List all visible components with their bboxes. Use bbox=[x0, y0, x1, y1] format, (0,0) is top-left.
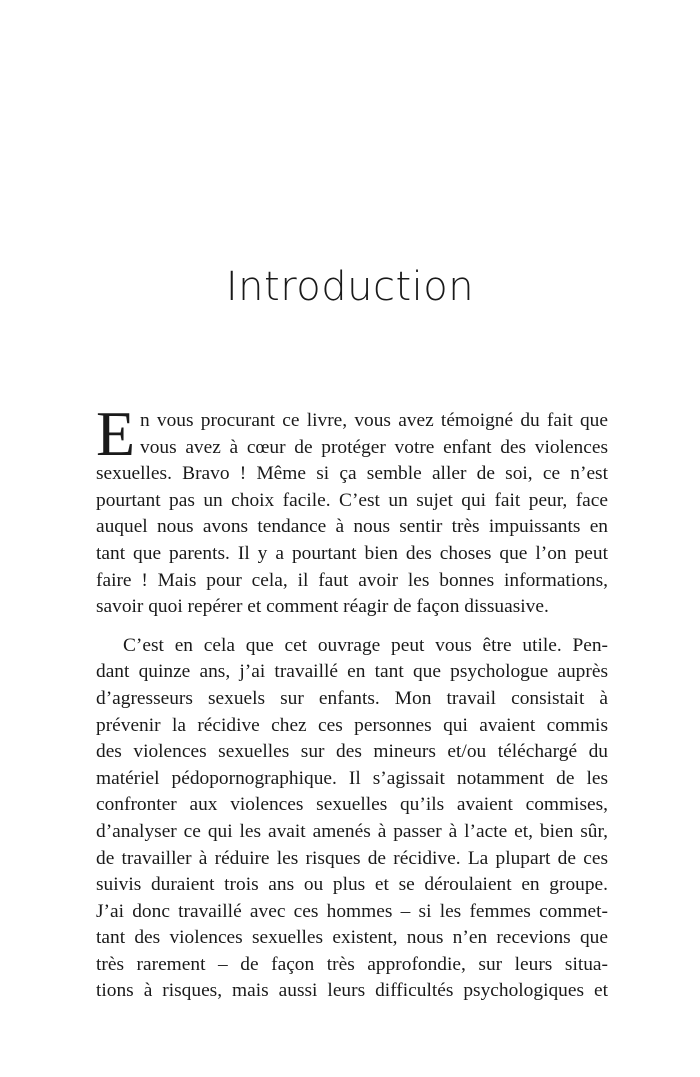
text-line: prévenir la récidive chez ces personnes qui avaient commis bbox=[96, 714, 608, 736]
text-line: pourtant pas un choix facile. C’est un sujet qui fait peur, face bbox=[96, 489, 608, 511]
text-line: vous avez à cœur de protéger votre enfant des violences bbox=[140, 436, 608, 458]
text-line: très rarement – de façon très approfondie, sur leurs situa- bbox=[96, 953, 608, 975]
text-line: matériel pédopornographique. Il s’agissait notamment de les bbox=[96, 767, 608, 789]
drop-cap: E bbox=[96, 398, 136, 469]
chapter-title: Introduction bbox=[225, 264, 475, 310]
paragraph-1 bbox=[96, 408, 608, 621]
text-line: d’agresseurs sexuels sur enfants. Mon travail consistait à bbox=[96, 687, 608, 709]
text-line: faire ! Mais pour cela, il faut avoir les bonnes informations, bbox=[96, 569, 608, 591]
text-line: n vous procurant ce livre, vous avez témoigné du fait que bbox=[140, 410, 608, 431]
body-text bbox=[96, 408, 608, 1005]
text-line: des violences sexuelles sur des mineurs et/ou téléchargé du bbox=[96, 741, 608, 763]
text-line: tions à risques, mais aussi leurs difficultés psychologiques et bbox=[96, 980, 608, 1002]
text-line: tant que parents. Il y a pourtant bien des choses que l’on peut bbox=[96, 542, 608, 564]
text-line: d’analyser ce qui les avait amenés à passer à l’acte et, bien sûr, bbox=[96, 820, 608, 842]
text-line: dant quinze ans, j’ai travaillé en tant que psychologue auprès bbox=[96, 661, 608, 683]
text-line: J’ai donc travaillé avec ces hommes – si les femmes commet- bbox=[96, 900, 608, 922]
paragraph-2 bbox=[96, 633, 608, 1005]
text-line: de travailler à réduire les risques de récidive. La plupart de ces bbox=[96, 847, 608, 869]
text-line: savoir quoi repérer et comment réagir de façon dissuasive. bbox=[96, 596, 549, 618]
text-line: C’est en cela que cet ouvrage peut vous être utile. Pen- bbox=[123, 634, 608, 656]
text-line: confronter aux violences sexuelles qu’ils avaient commises, bbox=[96, 794, 608, 816]
text-line: sexuelles. Bravo ! Même si ça semble aller de soi, ce n’est bbox=[96, 463, 608, 485]
text-line: auquel nous avons tendance à nous sentir très impuissants en bbox=[96, 516, 608, 538]
text-line: suivis duraient trois ans ou plus et se déroulaient en groupe. bbox=[96, 874, 608, 896]
text-line: tant des violences sexuelles existent, nous n’en recevions que bbox=[96, 927, 608, 949]
paragraph-gap bbox=[96, 621, 608, 633]
